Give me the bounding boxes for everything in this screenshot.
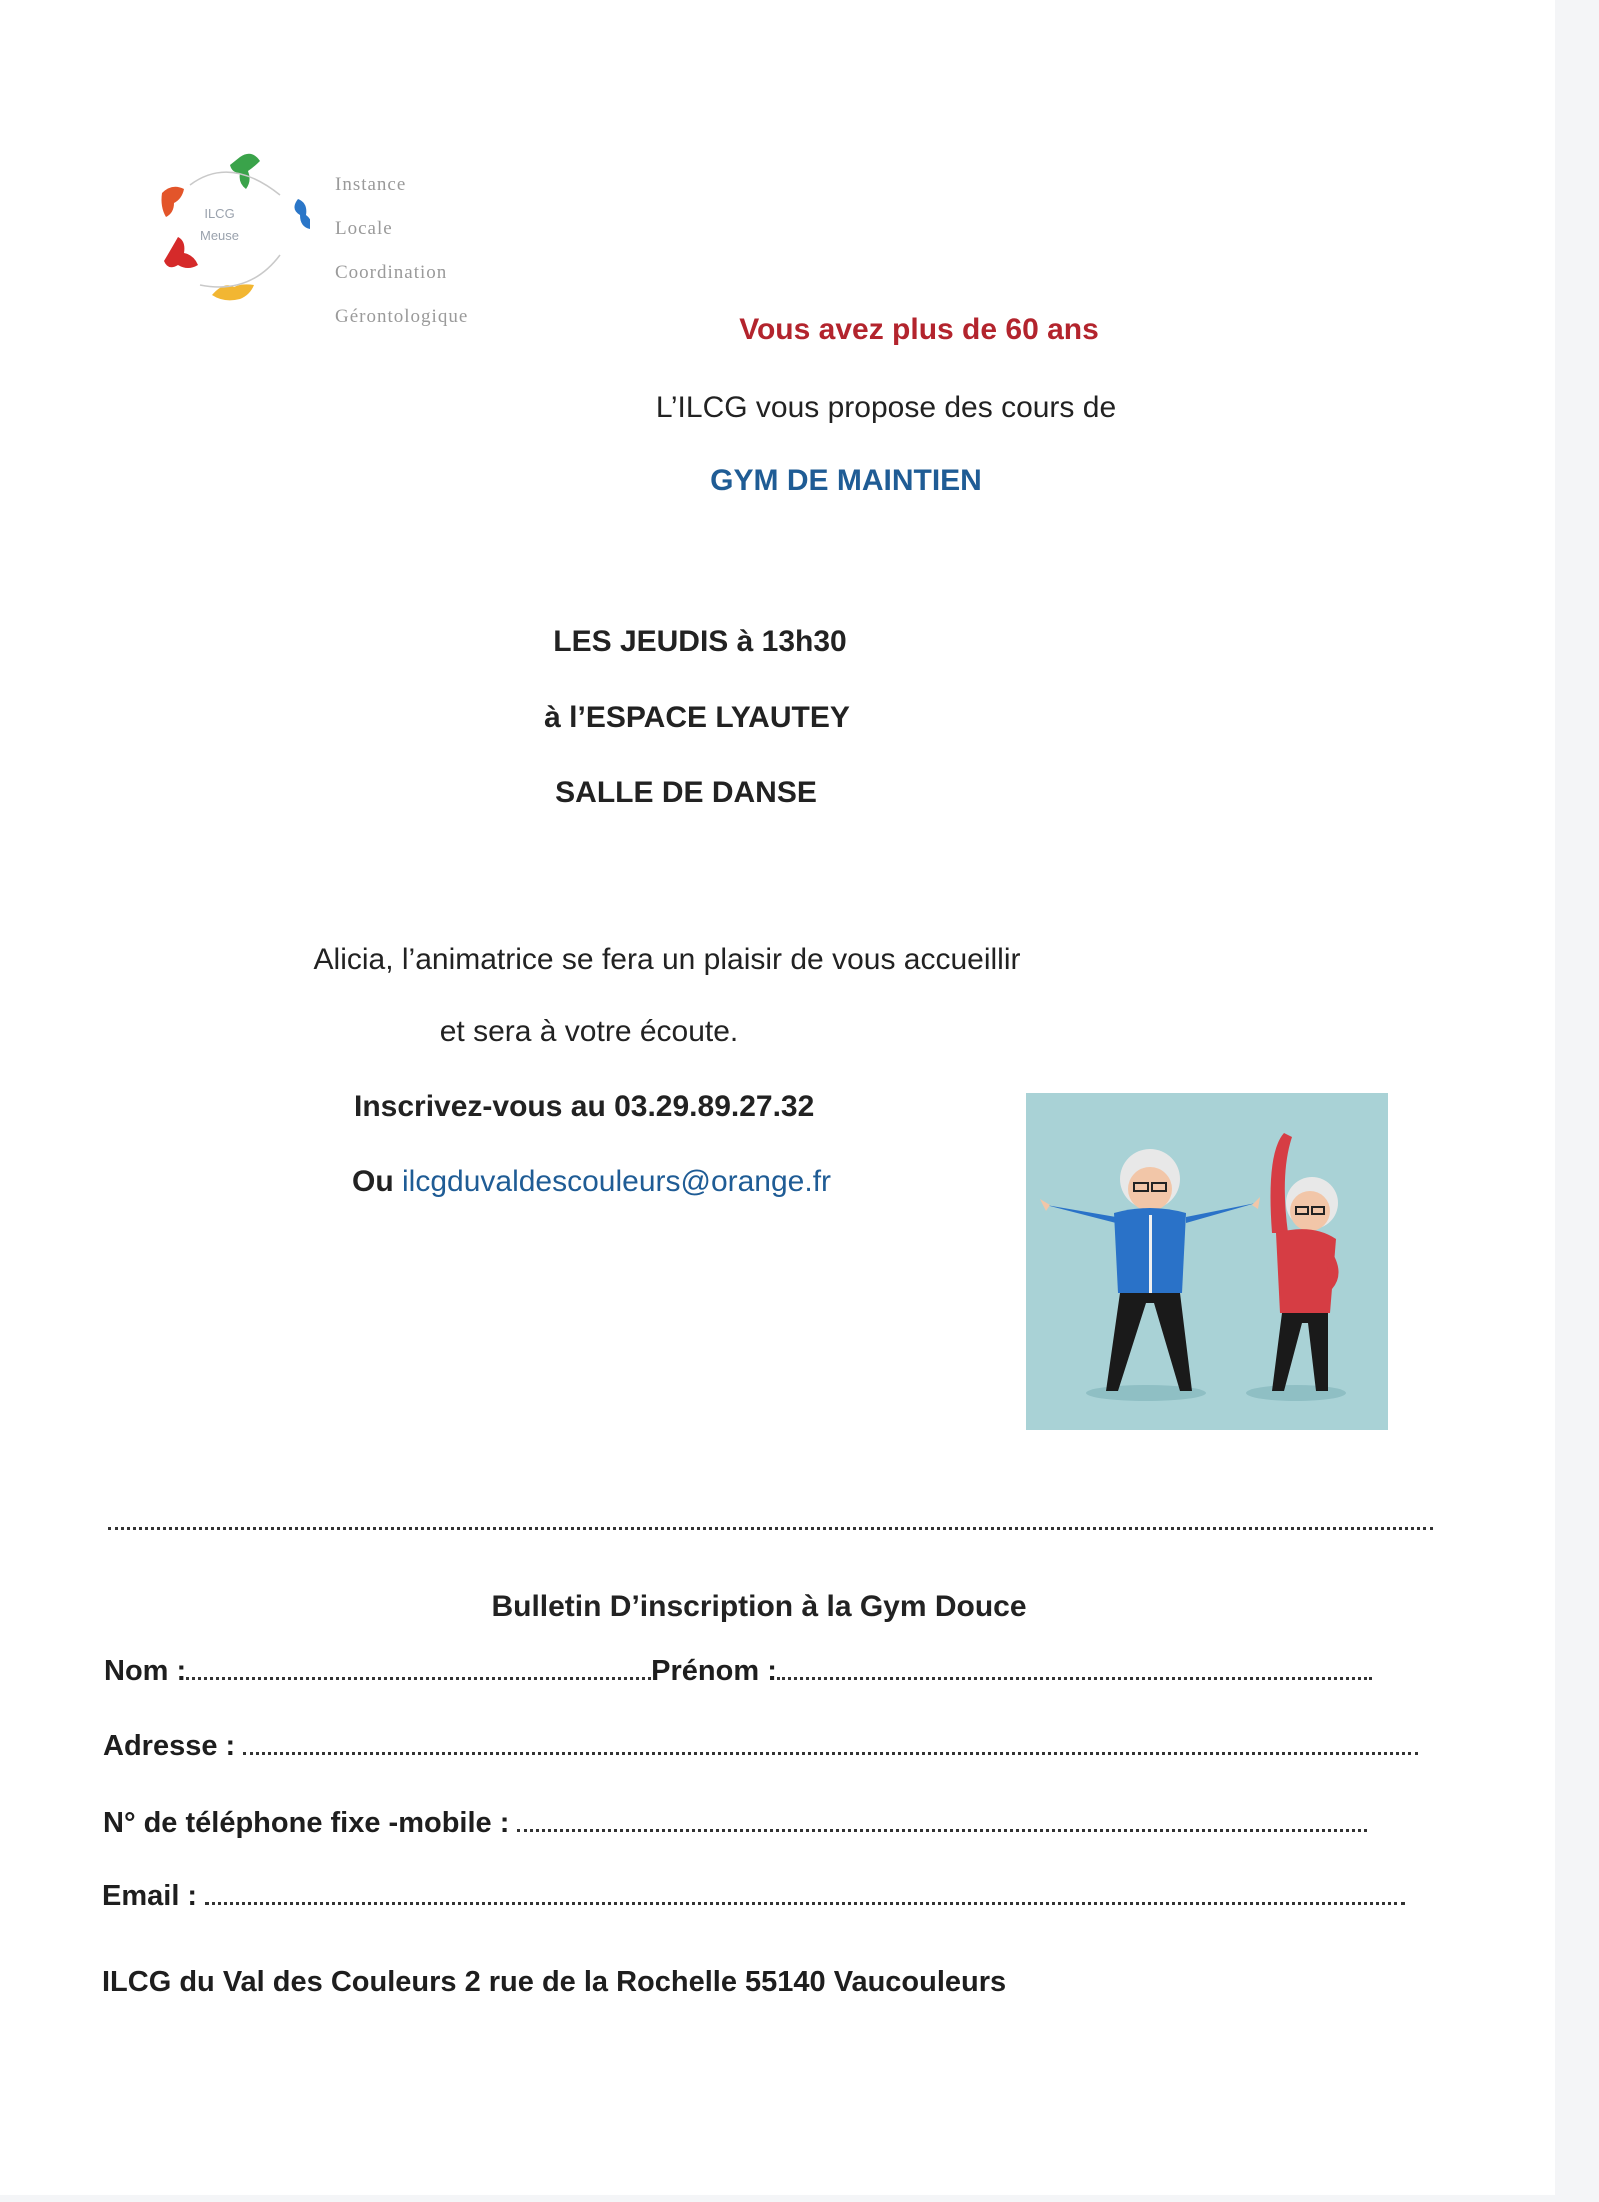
logo-word-instance: Instance xyxy=(335,174,407,195)
logo-center-line-2: Meuse xyxy=(200,228,240,243)
seniors-exercise-icon xyxy=(1026,1093,1388,1430)
logo-word-gerontologique: Gérontologique xyxy=(335,306,469,327)
schedule-day: LES JEUDIS à 13h30 xyxy=(553,625,847,658)
ilcg-logo xyxy=(150,145,550,327)
adresse-field[interactable] xyxy=(243,1750,1418,1755)
telephone-label: N° de téléphone fixe -mobile : xyxy=(103,1807,510,1839)
logo-center-line-1: ILCG xyxy=(204,206,235,221)
email-label: Email : xyxy=(102,1880,198,1912)
intro-text: L’ILCG vous propose des cours de xyxy=(655,391,1117,424)
seniors-exercise-illustration xyxy=(1026,1093,1388,1430)
location: à l’ESPACE LYAUTEY xyxy=(544,701,850,734)
form-row-adresse xyxy=(103,1730,1418,1763)
host-line-1: Alicia, l’animatrice se fera un plaisir de vous accueillir xyxy=(313,943,1021,976)
room: SALLE DE DANSE xyxy=(555,776,817,809)
prenom-label: Prénom : xyxy=(651,1655,777,1687)
form-row-telephone xyxy=(103,1807,1367,1840)
email-field[interactable] xyxy=(205,1900,1405,1905)
logo-word-coordination: Coordination xyxy=(335,262,448,283)
form-row-nom-prenom xyxy=(104,1655,1372,1688)
headline: Vous avez plus de 60 ans xyxy=(739,313,1099,346)
form-row-email xyxy=(102,1880,1405,1913)
cut-line-separator xyxy=(108,1527,1433,1530)
nom-field[interactable] xyxy=(186,1675,651,1680)
logo-wordmark xyxy=(335,163,468,339)
logo-center-text xyxy=(200,203,239,247)
footer-address: ILCG du Val des Couleurs 2 rue de la Rochelle 55140 Vaucouleurs xyxy=(102,1966,1007,1998)
email-link[interactable]: ilcgduvaldescouleurs@orange.fr xyxy=(402,1165,832,1198)
course-title: GYM DE MAINTIEN xyxy=(710,464,982,497)
email-prefix: Ou xyxy=(352,1165,402,1198)
telephone-field[interactable] xyxy=(517,1827,1367,1832)
nom-label: Nom : xyxy=(104,1655,187,1687)
host-line-2: et sera à votre écoute. xyxy=(439,1015,739,1048)
prenom-field[interactable] xyxy=(777,1675,1372,1680)
logo-word-locale: Locale xyxy=(335,218,393,239)
form-title: Bulletin D’inscription à la Gym Douce xyxy=(491,1590,1027,1623)
phone-line: Inscrivez-vous au 03.29.89.27.32 xyxy=(354,1090,815,1123)
adresse-label: Adresse : xyxy=(103,1730,236,1762)
email-line xyxy=(352,1165,831,1199)
